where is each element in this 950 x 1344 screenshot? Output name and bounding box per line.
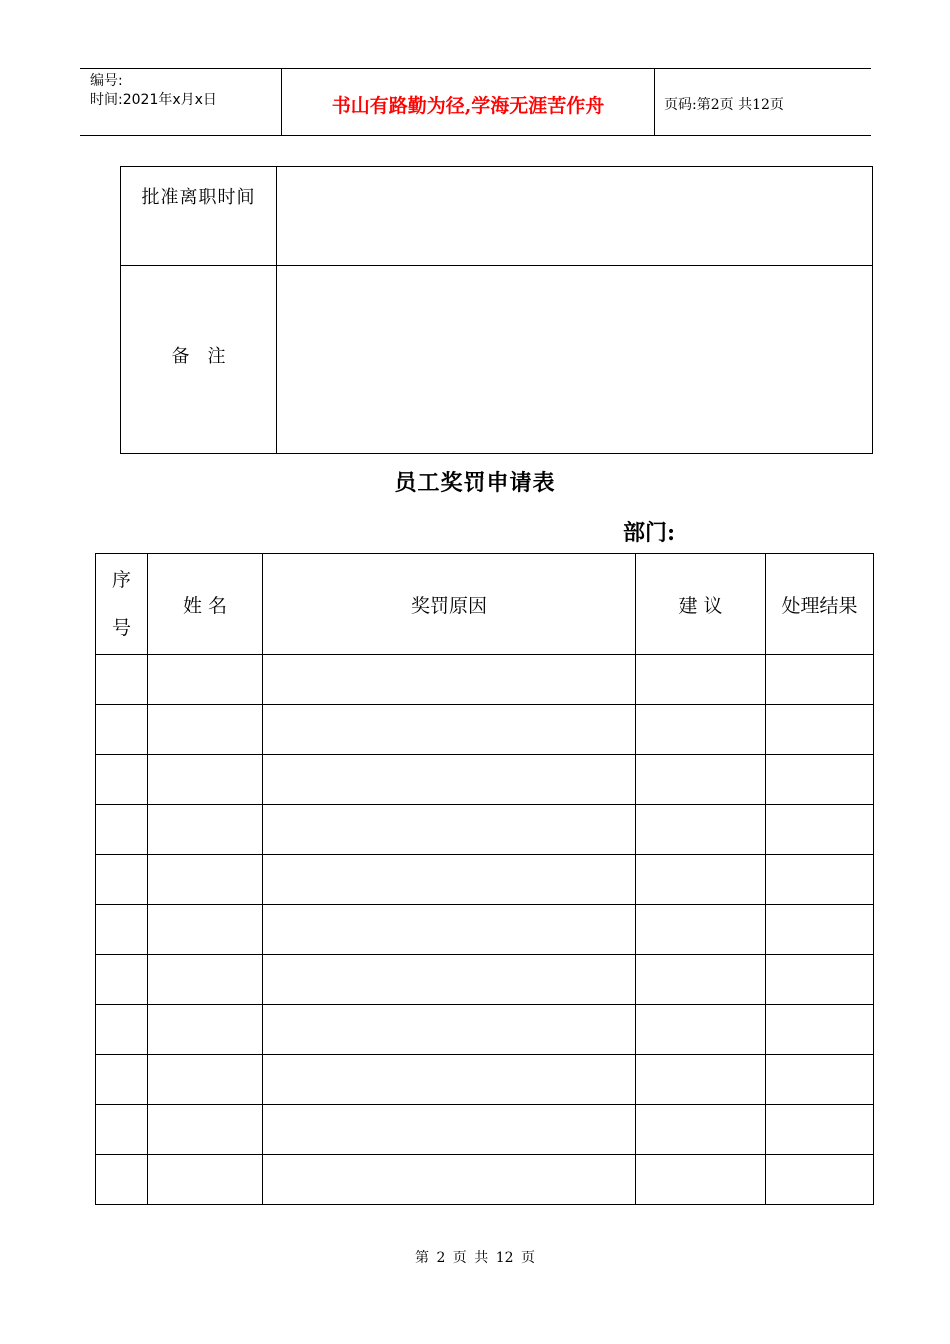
cell-reason[interactable] <box>263 855 636 905</box>
approve-time-label-cell <box>121 167 277 266</box>
cell-suggestion[interactable] <box>636 1105 766 1155</box>
approve-time-field[interactable] <box>277 167 873 266</box>
cell-name[interactable] <box>148 1105 263 1155</box>
cell-reason[interactable] <box>263 1055 636 1105</box>
cell-name[interactable] <box>148 655 263 705</box>
column-header-name: 姓 名 <box>148 554 263 655</box>
resignation-table <box>120 166 873 454</box>
header-meta <box>90 72 217 110</box>
table-row <box>96 955 874 1005</box>
table-row <box>96 705 874 755</box>
cell-result[interactable] <box>766 1155 874 1205</box>
header-time-label: 时间:2021年x月x日 <box>90 92 217 108</box>
cell-result[interactable] <box>766 905 874 955</box>
cell-seq[interactable] <box>96 1155 148 1205</box>
cell-name[interactable] <box>148 805 263 855</box>
department-label: 部门: <box>623 520 676 546</box>
cell-suggestion[interactable] <box>636 1005 766 1055</box>
cell-suggestion[interactable] <box>636 755 766 805</box>
cell-name[interactable] <box>148 955 263 1005</box>
column-header-reason: 奖罚原因 <box>263 554 636 655</box>
header-number-label: 编号: <box>90 73 123 89</box>
cell-suggestion[interactable] <box>636 1155 766 1205</box>
header-divider-right <box>654 68 655 136</box>
cell-suggestion[interactable] <box>636 705 766 755</box>
cell-result[interactable] <box>766 805 874 855</box>
cell-name[interactable] <box>148 1005 263 1055</box>
remarks-row <box>121 266 873 454</box>
cell-reason[interactable] <box>263 705 636 755</box>
header-bottom-rule <box>80 135 871 136</box>
table-row <box>96 1155 874 1205</box>
cell-reason[interactable] <box>263 905 636 955</box>
cell-name[interactable] <box>148 905 263 955</box>
approve-time-row <box>121 167 873 266</box>
cell-name[interactable] <box>148 1155 263 1205</box>
cell-reason[interactable] <box>263 1155 636 1205</box>
cell-reason[interactable] <box>263 1005 636 1055</box>
remarks-label-cell <box>121 266 277 454</box>
cell-result[interactable] <box>766 1105 874 1155</box>
cell-suggestion[interactable] <box>636 655 766 705</box>
table-body <box>96 655 874 1205</box>
cell-suggestion[interactable] <box>636 855 766 905</box>
cell-reason[interactable] <box>263 655 636 705</box>
table-row <box>96 805 874 855</box>
cell-result[interactable] <box>766 1005 874 1055</box>
cell-seq[interactable] <box>96 855 148 905</box>
cell-reason[interactable] <box>263 755 636 805</box>
header-motto: 书山有路勤为径,学海无涯苦作舟 <box>331 95 605 117</box>
cell-suggestion[interactable] <box>636 1055 766 1105</box>
seq-header-line2: 号 <box>111 617 131 639</box>
remarks-field[interactable] <box>277 266 873 454</box>
cell-name[interactable] <box>148 1055 263 1105</box>
reward-punishment-table <box>95 553 874 1205</box>
approve-time-label: 批准离职时间 <box>141 187 256 208</box>
cell-reason[interactable] <box>263 955 636 1005</box>
cell-suggestion[interactable] <box>636 905 766 955</box>
cell-reason[interactable] <box>263 805 636 855</box>
cell-name[interactable] <box>148 705 263 755</box>
table-row <box>96 1005 874 1055</box>
column-header-result: 处理结果 <box>766 554 874 655</box>
cell-result[interactable] <box>766 705 874 755</box>
cell-suggestion[interactable] <box>636 955 766 1005</box>
seq-header-line1: 序 <box>111 569 131 591</box>
table-row <box>96 755 874 805</box>
cell-reason[interactable] <box>263 1105 636 1155</box>
column-header-suggestion: 建 议 <box>636 554 766 655</box>
column-header-seq <box>96 554 148 655</box>
cell-seq[interactable] <box>96 1005 148 1055</box>
cell-seq[interactable] <box>96 1105 148 1155</box>
cell-result[interactable] <box>766 655 874 705</box>
cell-seq[interactable] <box>96 705 148 755</box>
form-title: 员工奖罚申请表 <box>394 470 556 496</box>
cell-result[interactable] <box>766 1055 874 1105</box>
cell-result[interactable] <box>766 855 874 905</box>
remarks-label: 备 注 <box>171 346 226 367</box>
table-row <box>96 655 874 705</box>
table-row <box>96 1105 874 1155</box>
cell-name[interactable] <box>148 855 263 905</box>
cell-seq[interactable] <box>96 805 148 855</box>
cell-seq[interactable] <box>96 655 148 705</box>
header-page-info: 页码:第2页 共12页 <box>664 97 784 113</box>
cell-seq[interactable] <box>96 955 148 1005</box>
cell-seq[interactable] <box>96 905 148 955</box>
table-header-row <box>96 554 874 655</box>
footer-page-number: 第 2 页 共 12 页 <box>415 1250 535 1266</box>
cell-seq[interactable] <box>96 1055 148 1105</box>
cell-name[interactable] <box>148 755 263 805</box>
cell-result[interactable] <box>766 955 874 1005</box>
table-row <box>96 1055 874 1105</box>
cell-suggestion[interactable] <box>636 805 766 855</box>
table-row <box>96 905 874 955</box>
header-top-rule <box>80 68 871 69</box>
cell-result[interactable] <box>766 755 874 805</box>
cell-seq[interactable] <box>96 755 148 805</box>
table-row <box>96 855 874 905</box>
